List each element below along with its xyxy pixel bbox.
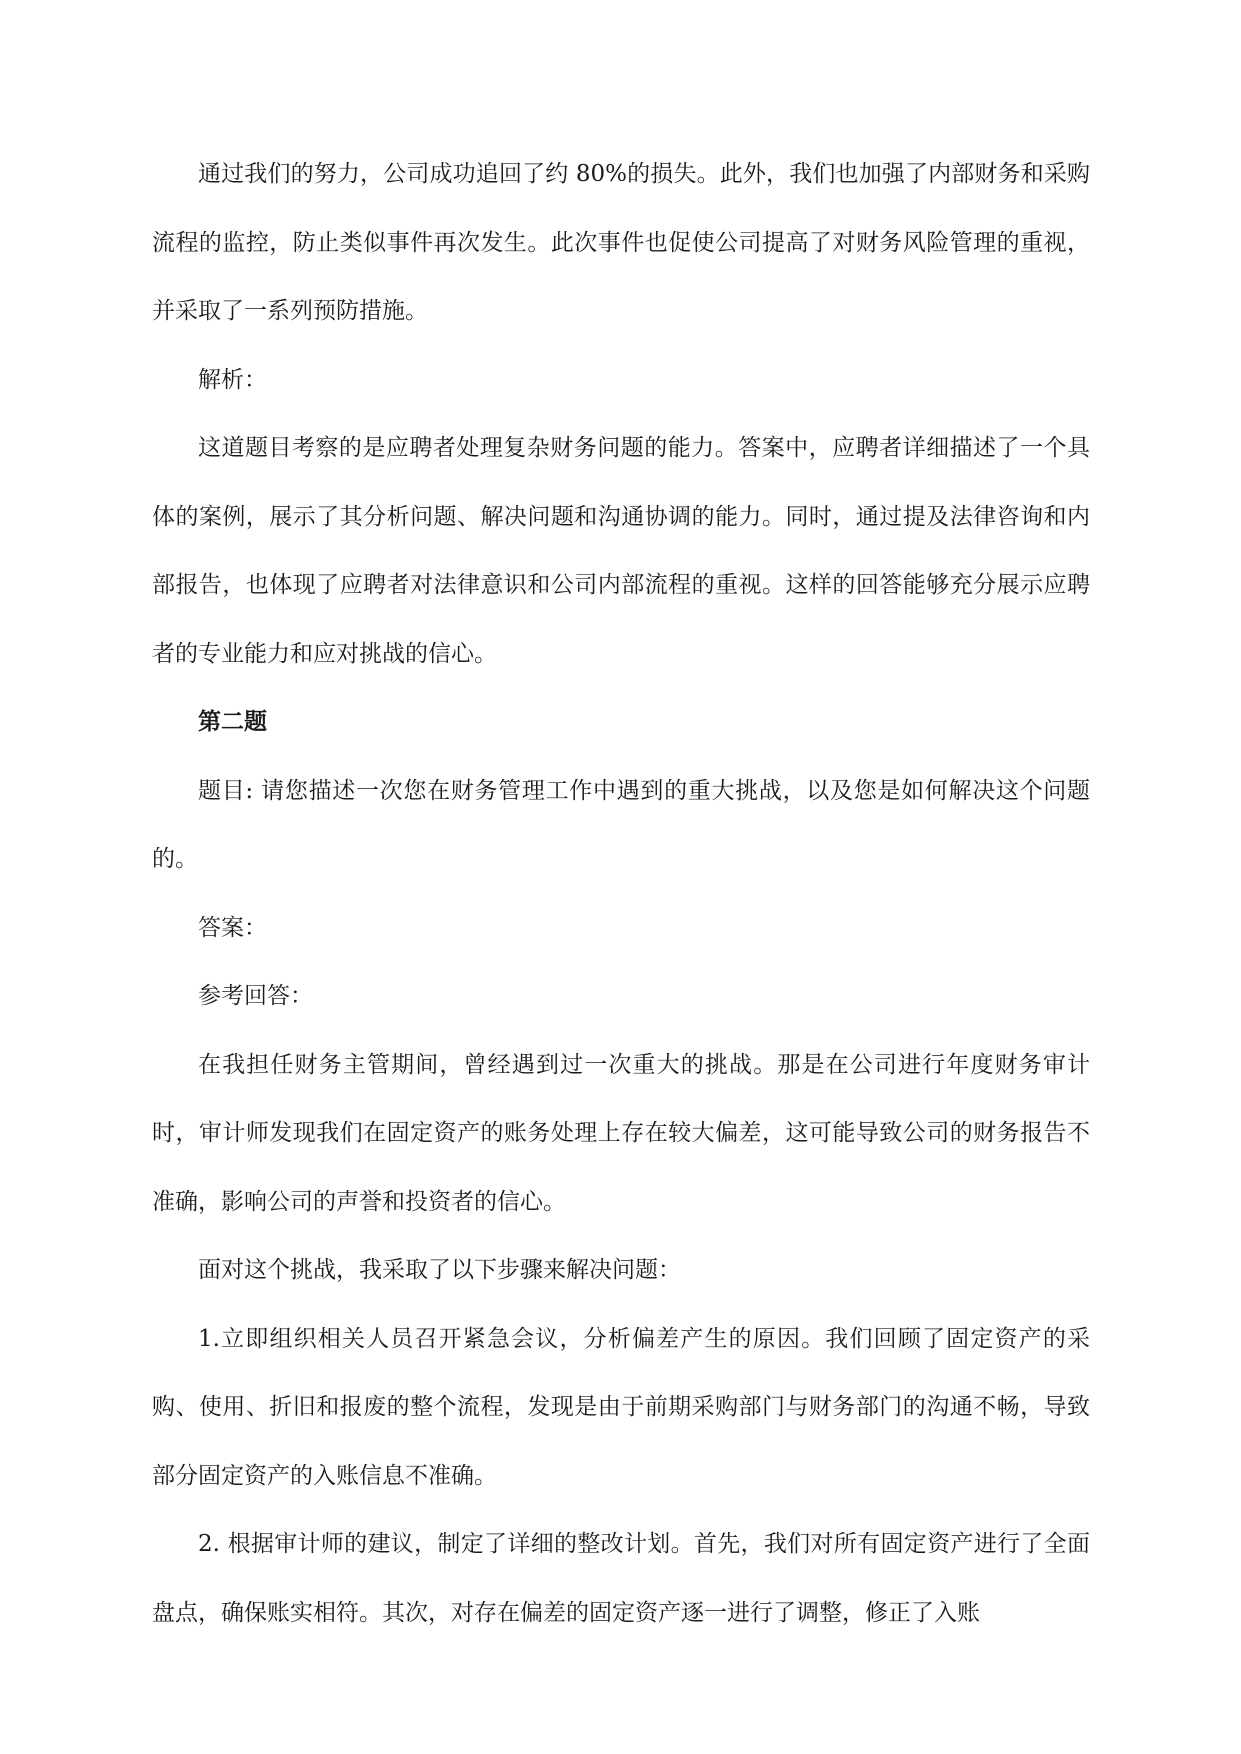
paragraph-steps-intro: 面对这个挑战，我采取了以下步骤来解决问题： [198, 1257, 681, 1283]
paragraph-step-1: 1.立即组织相关人员召开紧急会议，分析偏差产生的原因。我们回顾了固定资产的采购、使用、折旧和报废的整个流程，发现是由于前期采购部门与财务部门的沟通不畅，导致部分固定资产的入账信息不准确。 [152, 1325, 1090, 1489]
paragraph-challenge-description: 在我担任财务主管期间，曾经遇到过一次重大的挑战。那是在公司进行年度财务审计时，审计师发现我们在固定资产的账务处理上存在较大偏差，这可能导致公司的财务报告不准确，影响公司的声誉和投资者的信心。 [152, 1051, 1090, 1215]
paragraph-recovery-result: 通过我们的努力，公司成功追回了约 80%的损失。此外，我们也加强了内部财务和采购流程的监控，防止类似事件再次发生。此次事件也促使公司提高了对财务风险管理的重视，并采取了一系列预防措施。 [152, 161, 1090, 324]
document-body [152, 140, 1090, 1647]
question-two-heading: 第二题 [198, 708, 267, 735]
paragraph-answer-label: 答案： [198, 914, 267, 941]
paragraph-step-2: 2. 根据审计师的建议，制定了详细的整改计划。首先，我们对所有固定资产进行了全面盘点，确保账实相符。其次，对存在偏差的固定资产逐一进行了调整，修正了入账 [152, 1531, 1090, 1626]
paragraph-analysis-label: 解析： [198, 366, 267, 393]
paragraph-analysis: 这道题目考察的是应聘者处理复杂财务问题的能力。答案中，应聘者详细描述了一个具体的案例，展示了其分析问题、解决问题和沟通协调的能力。同时，通过提及法律咨询和内部报告，也体现了应聘者对法律意识和公司内部流程的重视。这样的回答能够充分展示应聘者的专业能力和应对挑战的信心。 [152, 435, 1090, 667]
paragraph-reference-answer-label: 参考回答： [198, 983, 313, 1009]
paragraph-question: 题目: 请您描述一次您在财务管理工作中遇到的重大挑战，以及您是如何解决这个问题的。 [152, 777, 1090, 872]
